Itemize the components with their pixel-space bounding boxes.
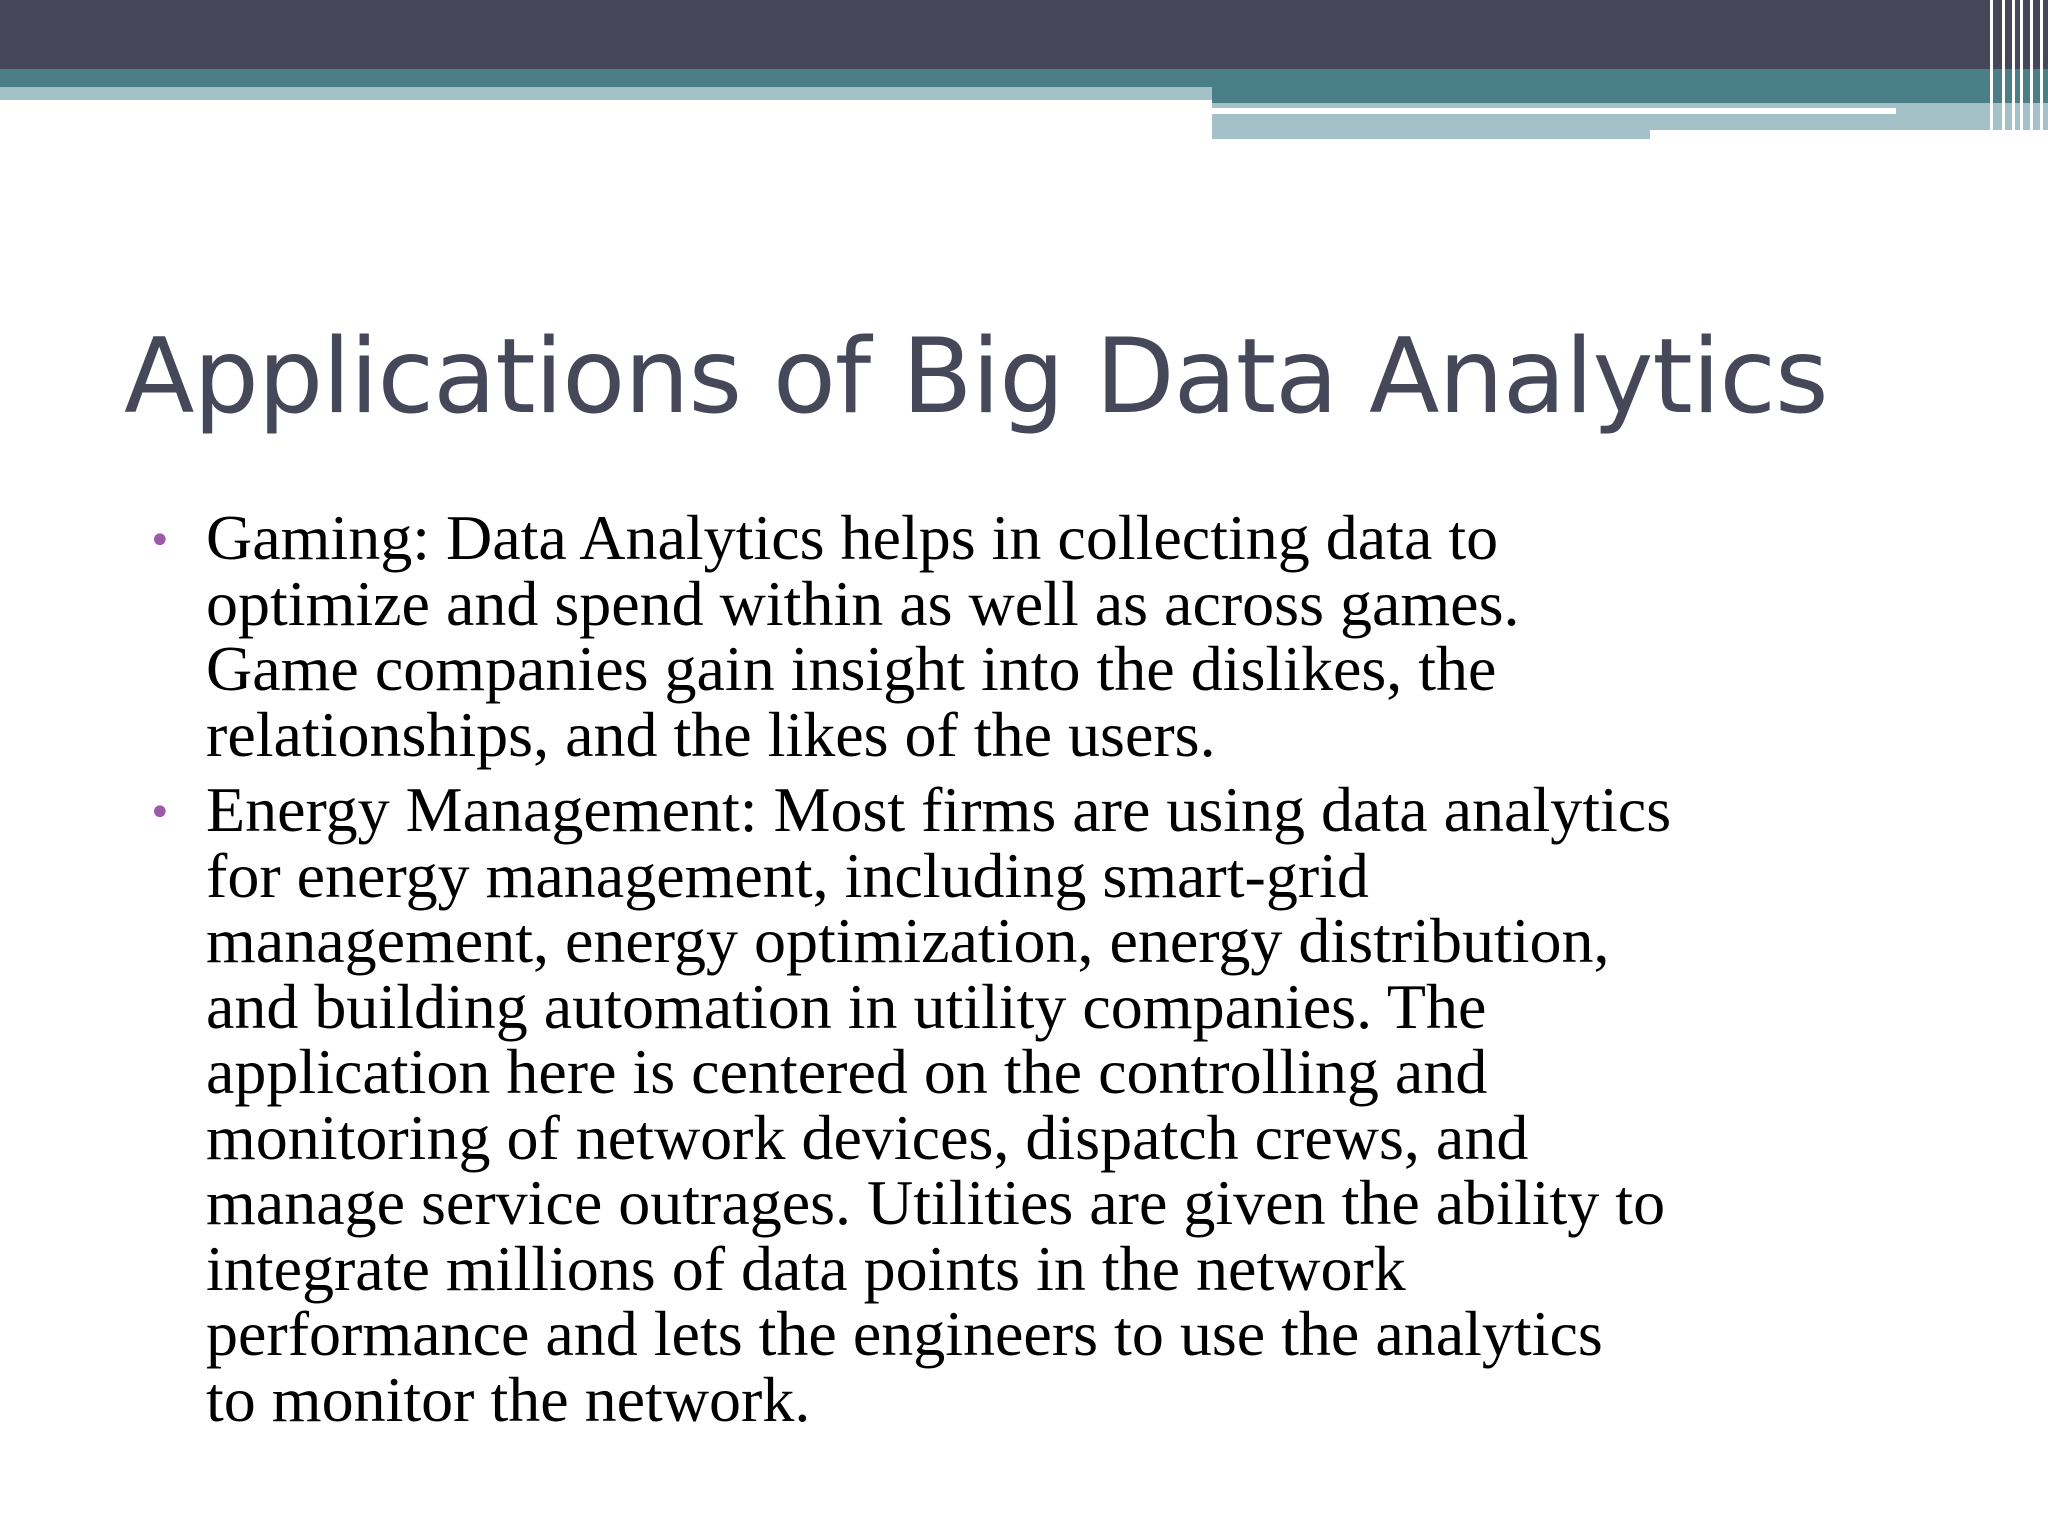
header-vertical-line <box>1990 0 1993 139</box>
header-vertical-line <box>2012 0 2015 139</box>
header-band-teal <box>0 69 2048 87</box>
header-stripe-white <box>1212 108 1896 114</box>
header-band-teal-right <box>1212 87 2048 103</box>
bullet-text: Gaming: Data Analytics helps in collecting data to optimize and spend within as well as across games. Game companies gain insight into the dislikes, the relationships, and the likes of the users. <box>206 502 1520 770</box>
bullet-dot-icon: • <box>148 518 172 564</box>
bullet-text: Energy Management: Most firms are using data analytics for energy management, including smart-grid management, energy optimization, energy distribution, and building automation in utility companies. The application here is centered on the controlling and monitoring of network devices, dispatch crews, and manage service outrages. Utilities are given the ability to integrate millions of data points in the network performance and lets the engineers to use the analytics to monitor the network. <box>206 774 1672 1435</box>
header-vertical-line <box>2020 0 2023 139</box>
bullet-list <box>148 502 2028 1442</box>
bullet-dot-icon: • <box>148 790 172 836</box>
bullet-item-energy-management <box>148 774 2028 1435</box>
header-band-dark <box>0 0 2048 69</box>
header-stripe-white-short <box>1650 130 2048 139</box>
header-band-light <box>0 87 1212 100</box>
bullet-item-gaming <box>148 502 2028 770</box>
header-vertical-line <box>2040 0 2043 139</box>
header-vertical-line <box>2030 0 2033 139</box>
slide-title: Applications of Big Data Analytics <box>124 317 1828 437</box>
header-vertical-line <box>2002 0 2005 139</box>
